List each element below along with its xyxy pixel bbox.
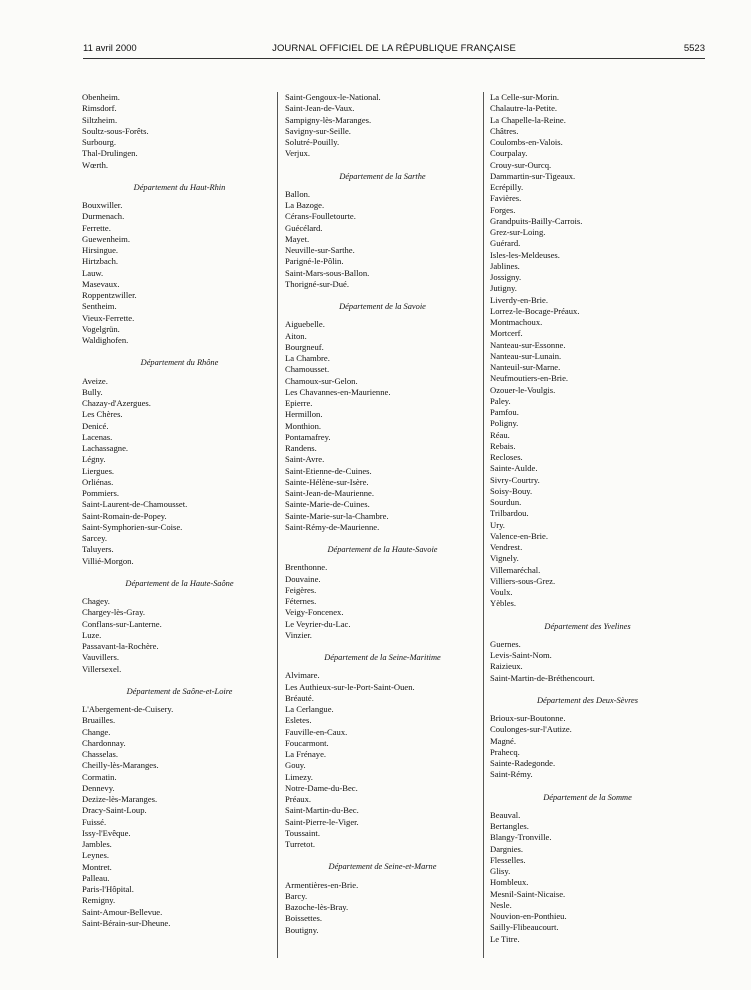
commune-entry: La Cerlangue.	[285, 704, 334, 714]
commune-entry: Neuville-sur-Sarthe.	[285, 245, 355, 255]
commune-entry: Bréauté.	[285, 692, 314, 703]
department-heading: Département de Saône-et-Loire	[126, 686, 233, 696]
commune-entry: Saint-Romain-de-Popey.	[82, 510, 167, 521]
commune-entry: Coulonges-sur-l'Autize.	[490, 724, 572, 735]
commune-entry: Isles-les-Meldeuses.	[490, 249, 560, 260]
department-section	[285, 92, 480, 160]
commune-entry: Monthion.	[285, 420, 322, 431]
department-heading: Département de la Haute-Savoie	[327, 545, 438, 554]
commune-entry: Dracy-Saint-Loup.	[82, 805, 147, 816]
commune-entry: Les Chères.	[82, 409, 123, 420]
commune-entry: Grez-sur-Loing.	[490, 227, 546, 237]
commune-entry: Sainte-Aulde.	[490, 463, 538, 474]
commune-entry: Surbourg.	[82, 137, 116, 147]
commune-entry: Limezy.	[285, 771, 313, 782]
department-section	[82, 686, 277, 929]
commune-entry: Chazay-d'Azergues.	[82, 398, 151, 408]
commune-entry: Bertangles.	[490, 821, 529, 831]
department-section	[490, 792, 685, 945]
department-section	[285, 861, 480, 936]
page-header	[83, 43, 705, 57]
commune-entry: Change.	[82, 726, 111, 737]
commune-entry: Sivry-Courtry.	[490, 474, 540, 485]
commune-entry: Vinzier.	[285, 629, 312, 640]
commune-entry: Randens.	[285, 443, 317, 453]
commune-entry: La Chambre.	[285, 353, 330, 363]
column-1	[82, 92, 277, 929]
commune-entry: Vauvillers.	[82, 652, 119, 663]
commune-entry: Vendrest.	[490, 542, 523, 552]
commune-entry: Nesle.	[490, 899, 512, 910]
commune-entry: Lauw.	[82, 267, 104, 278]
commune-entry: Rebais.	[490, 440, 516, 451]
commune-entry: Verjux.	[285, 148, 311, 159]
commune-entry: Pontamafrey.	[285, 431, 331, 442]
commune-entry: Dargnies.	[490, 843, 524, 854]
commune-entry: Jossigny.	[490, 272, 522, 282]
department-section	[82, 578, 277, 675]
department-section	[285, 171, 480, 291]
commune-entry: Jambles.	[82, 839, 112, 849]
commune-entry: Cormatin.	[82, 771, 117, 782]
commune-entry: Turretot.	[285, 839, 316, 849]
commune-entry: Ecrépilly.	[490, 182, 524, 192]
commune-entry: Saint-Gengoux-le-National.	[285, 92, 381, 102]
commune-entry: Boissettes.	[285, 913, 323, 924]
commune-entry: Saint-Symphorien-sur-Coise.	[82, 521, 183, 532]
commune-entry: Vieux-Ferrette.	[82, 312, 135, 323]
commune-entry: Aiguebelle.	[285, 319, 325, 330]
commune-entry: Barcy.	[285, 890, 308, 901]
commune-entry: Gouy.	[285, 760, 306, 771]
department-heading: Département du Rhône	[140, 358, 219, 368]
department-section	[82, 182, 277, 347]
commune-entry: Glisy.	[490, 866, 511, 876]
commune-entry: Voulx.	[490, 587, 513, 597]
commune-entry: Chamoux-sur-Gelon.	[285, 375, 358, 386]
commune-entry: Waldighofen.	[82, 335, 129, 345]
commune-entry: Poligny.	[490, 418, 519, 429]
commune-entry: Prahecq.	[490, 746, 520, 757]
commune-entry: Réau.	[490, 429, 510, 440]
commune-entry: Savigny-sur-Seille.	[285, 125, 351, 136]
commune-entry: Rimsdorf.	[82, 103, 117, 114]
commune-entry: Neufmoutiers-en-Brie.	[490, 373, 569, 384]
commune-entry: Ury.	[490, 519, 505, 530]
commune-entry: La Frénaye.	[285, 749, 327, 759]
commune-entry: Thal-Drulingen.	[82, 148, 138, 159]
department-section	[285, 652, 480, 850]
commune-entry: Sainte-Radegonde.	[490, 758, 556, 768]
commune-entry: Saint-Martin-de-Bréthencourt.	[490, 672, 595, 683]
commune-entry: Epierre.	[285, 398, 313, 408]
commune-entry: Dennevy.	[82, 782, 115, 793]
commune-entry: Sentheim.	[82, 301, 117, 312]
commune-entry: Parigné-le-Pôlin.	[285, 256, 344, 267]
commune-entry: Villemaréchal.	[490, 564, 541, 575]
department-section	[490, 92, 685, 610]
commune-entry: Préaux.	[285, 794, 312, 804]
commune-entry: Le Veyrier-du-Lac.	[285, 618, 351, 629]
commune-entry: Yèbles.	[490, 598, 517, 609]
commune-entry: Taluyers.	[82, 544, 114, 555]
commune-entry: Foucarmont.	[285, 737, 329, 748]
header-rule	[83, 58, 705, 59]
commune-entry: Thorigné-sur-Dué.	[285, 278, 350, 289]
commune-entry: Vogelgrün.	[82, 323, 120, 334]
commune-entry: Saint-Avre.	[285, 454, 325, 465]
commune-entry: Fauville-en-Caux.	[285, 726, 348, 737]
commune-entry: Jablines.	[490, 260, 520, 271]
commune-entry: Bouxwiller.	[82, 200, 123, 210]
commune-entry: Aiton.	[285, 330, 307, 341]
commune-entry: Sarcey.	[82, 533, 107, 543]
commune-entry: Brenthonne.	[285, 562, 328, 573]
department-heading: Département de la Savoie	[339, 302, 426, 311]
commune-entry: Cheilly-lès-Maranges.	[82, 760, 159, 771]
department-section	[490, 621, 685, 684]
commune-entry: Douvaine.	[285, 573, 321, 584]
commune-entry: Mortcerf.	[490, 328, 523, 339]
commune-entry: Denicé.	[82, 420, 109, 431]
commune-entry: Bourgneuf.	[285, 341, 324, 352]
commune-entry: Armentières-en-Brie.	[285, 879, 359, 890]
commune-entry: Ballon.	[285, 188, 311, 199]
department-heading: Département de la Somme	[543, 792, 632, 802]
commune-entry: Saint-Mars-sous-Ballon.	[285, 267, 370, 278]
commune-entry: Magné.	[490, 735, 517, 746]
commune-entry: La Chapelle-la-Reine.	[490, 114, 566, 125]
commune-entry: Siltzheim.	[82, 114, 118, 125]
commune-entry: Saint-Bérain-sur-Dheune.	[82, 917, 171, 928]
commune-entry: Paley.	[490, 395, 511, 406]
commune-entry: Dammartin-sur-Tigeaux.	[490, 170, 576, 181]
commune-entry: Raizieux.	[490, 661, 523, 672]
commune-entry: Solutré-Pouilly.	[285, 137, 340, 147]
commune-entry: Sainte-Marie-de-Cuines.	[285, 499, 370, 510]
department-section	[82, 92, 277, 171]
commune-entry: Vignely.	[490, 553, 519, 564]
commune-entry: Hirtzbach.	[82, 256, 119, 267]
commune-entry: Nouvion-en-Ponthieu.	[490, 911, 567, 921]
commune-entry: Saint-Rémy-de-Maurienne.	[285, 521, 380, 532]
commune-entry: Passavant-la-Rochère.	[82, 641, 159, 651]
commune-entry: Orliénas.	[82, 476, 114, 487]
commune-entry: Saint-Rémy.	[490, 769, 533, 780]
commune-entry: Nanteau-sur-Lunain.	[490, 350, 562, 361]
commune-entry: Chargey-lès-Gray.	[82, 607, 145, 618]
column-2	[285, 92, 480, 936]
commune-entry: Sainte-Marie-sur-la-Chambre.	[285, 510, 389, 521]
commune-entry: Guécélard.	[285, 222, 323, 233]
commune-entry: Levis-Saint-Nom.	[490, 650, 552, 660]
commune-entry: Liverdy-en-Brie.	[490, 294, 548, 305]
commune-entry: Mayet.	[285, 233, 310, 244]
commune-entry: Hombleux.	[490, 877, 529, 888]
department-heading: Département du Haut-Rhin	[133, 182, 226, 192]
commune-entry: Beauval.	[490, 809, 521, 820]
commune-entry: Nanteuil-sur-Marne.	[490, 362, 561, 372]
commune-entry: Roppentzwiller.	[82, 290, 137, 300]
commune-entry: L'Abergement-de-Cuisery.	[82, 704, 174, 714]
commune-entry: Sailly-Flibeaucourt.	[490, 922, 559, 933]
commune-entry: Conflans-sur-Lanterne.	[82, 618, 162, 629]
commune-entry: Cérans-Foulletourte.	[285, 211, 356, 222]
commune-entry: Recloses.	[490, 452, 523, 462]
commune-entry: Trilbardou.	[490, 508, 529, 519]
commune-entry: Villié-Morgon.	[82, 555, 134, 566]
commune-entry: Le Titre.	[490, 933, 520, 944]
commune-entry: Chardonnay.	[82, 737, 126, 748]
commune-entry: Veigy-Foncenex.	[285, 607, 344, 618]
department-heading: Département de Seine-et-Marne	[328, 862, 437, 872]
commune-entry: Masevaux.	[82, 278, 120, 289]
department-heading: Département de la Haute-Saône	[125, 578, 234, 588]
commune-entry: Soisy-Bouy.	[490, 485, 533, 496]
commune-entry: Châtres.	[490, 125, 519, 136]
commune-entry: Liergues.	[82, 465, 115, 476]
commune-entry: Luze.	[82, 629, 102, 640]
department-heading: Département des Yvelines	[544, 621, 631, 631]
commune-entry: Sourdun.	[490, 497, 522, 507]
commune-entry: Crouy-sur-Ourcq.	[490, 159, 552, 170]
commune-entry: Flesselles.	[490, 854, 526, 865]
commune-entry: Esletes.	[285, 715, 312, 726]
department-heading: Département des Deux-Sèvres	[536, 695, 639, 705]
commune-entry: Wœrth.	[82, 159, 109, 170]
commune-entry: Jutigny.	[490, 283, 517, 294]
commune-entry: Saint-Amour-Bellevue.	[82, 906, 163, 917]
commune-entry: Boutigny.	[285, 924, 319, 935]
commune-entry: Villiers-sous-Grez.	[490, 575, 556, 586]
commune-entry: Feigères.	[285, 584, 317, 595]
commune-entry: Obenheim.	[82, 92, 120, 102]
department-heading: Département de la Sarthe	[339, 171, 426, 181]
header-date: 11 avril 2000	[83, 43, 137, 54]
department-section	[82, 357, 277, 567]
commune-entry: Fuissé.	[82, 816, 107, 827]
commune-entry: Chasselas.	[82, 749, 119, 759]
column-divider	[277, 92, 278, 958]
commune-entry: Toussaint.	[285, 827, 320, 838]
commune-entry: Sampigny-lès-Maranges.	[285, 114, 372, 125]
commune-entry: Les Authieux-sur-le-Port-Saint-Ouen.	[285, 681, 415, 692]
commune-entry: Villersexel.	[82, 663, 122, 674]
commune-entry: Aveize.	[82, 375, 108, 386]
commune-entry: Montret.	[82, 861, 112, 872]
commune-entry: Lacenas.	[82, 431, 113, 442]
commune-entry: Guernes.	[490, 638, 521, 649]
commune-entry: Lorrez-le-Bocage-Préaux.	[490, 305, 580, 316]
page-number: 5523	[683, 43, 705, 54]
commune-entry: Bully.	[82, 386, 103, 397]
commune-entry: Valence-en-Brie.	[490, 530, 548, 541]
commune-entry: Courpalay.	[490, 148, 528, 159]
commune-entry: Saint-Etienne-de-Cuines.	[285, 465, 372, 476]
commune-entry: Alvimare.	[285, 670, 320, 681]
commune-entry: Chagey.	[82, 596, 110, 606]
commune-entry: Guérard.	[490, 238, 521, 249]
commune-entry: Dezize-lès-Maranges.	[82, 794, 158, 804]
commune-entry: Saint-Laurent-de-Chamousset.	[82, 499, 188, 510]
commune-entry: Blangy-Tronville.	[490, 832, 552, 843]
commune-entry: La Bazoge.	[285, 200, 325, 210]
commune-entry: Durmenach.	[82, 211, 125, 222]
commune-entry: Sainte-Hélène-sur-Isère.	[285, 476, 369, 487]
column-3	[490, 92, 685, 945]
commune-entry: Saint-Martin-du-Bec.	[285, 805, 359, 816]
commune-entry: Les Chavannes-en-Maurienne.	[285, 386, 391, 397]
commune-entry: Favières.	[490, 193, 522, 204]
commune-entry: Coulombs-en-Valois.	[490, 137, 563, 147]
commune-entry: Saint-Jean-de-Maurienne.	[285, 488, 375, 498]
commune-entry: Ferrette.	[82, 222, 111, 233]
commune-entry: Nanteau-sur-Essonne.	[490, 339, 566, 350]
commune-entry: Mesnil-Saint-Nicaise.	[490, 888, 566, 899]
commune-entry: Chamousset.	[285, 364, 330, 375]
commune-entry: Palleau.	[82, 872, 110, 883]
commune-entry: La Celle-sur-Morin.	[490, 92, 560, 102]
commune-entry: Remigny.	[82, 895, 116, 906]
commune-entry: Saint-Jean-de-Vaux.	[285, 103, 355, 114]
commune-entry: Féternes.	[285, 596, 317, 606]
department-heading: Département de la Seine-Maritime	[324, 653, 441, 662]
commune-entry: Ozouer-le-Voulgis.	[490, 384, 556, 395]
commune-entry: Saint-Pierre-le-Viger.	[285, 816, 359, 827]
commune-entry: Lachassagne.	[82, 443, 129, 453]
commune-entry: Chalautre-la-Petite.	[490, 103, 558, 114]
commune-entry: Bruailles.	[82, 715, 116, 726]
commune-entry: Forges.	[490, 204, 516, 215]
commune-entry: Montmachoux.	[490, 317, 543, 327]
commune-entry: Bazoche-lès-Bray.	[285, 902, 349, 912]
commune-entry: Brioux-sur-Boutonne.	[490, 713, 566, 723]
commune-entry: Soultz-sous-Forêts.	[82, 125, 149, 136]
commune-entry: Légny.	[82, 454, 106, 465]
department-section	[285, 301, 480, 533]
commune-entry: Hirsingue.	[82, 245, 119, 255]
commune-entry: Guewenheim.	[82, 233, 130, 244]
commune-entry: Leynes.	[82, 850, 109, 861]
commune-entry: Paris-l'Hôpital.	[82, 884, 134, 894]
commune-entry: Pamfou.	[490, 407, 519, 417]
department-section	[285, 544, 480, 641]
commune-entry: Hermillon.	[285, 409, 323, 420]
commune-entry: Issy-l'Evêque.	[82, 827, 131, 838]
commune-entry: Notre-Dame-du-Bec.	[285, 782, 358, 793]
column-divider	[483, 92, 484, 958]
department-section	[490, 695, 685, 781]
commune-entry: Grandpuits-Bailly-Carrois.	[490, 215, 583, 226]
commune-entry: Pommiers.	[82, 488, 120, 498]
journal-title: JOURNAL OFFICIEL DE LA RÉPUBLIQUE FRANÇAISE	[272, 43, 516, 54]
